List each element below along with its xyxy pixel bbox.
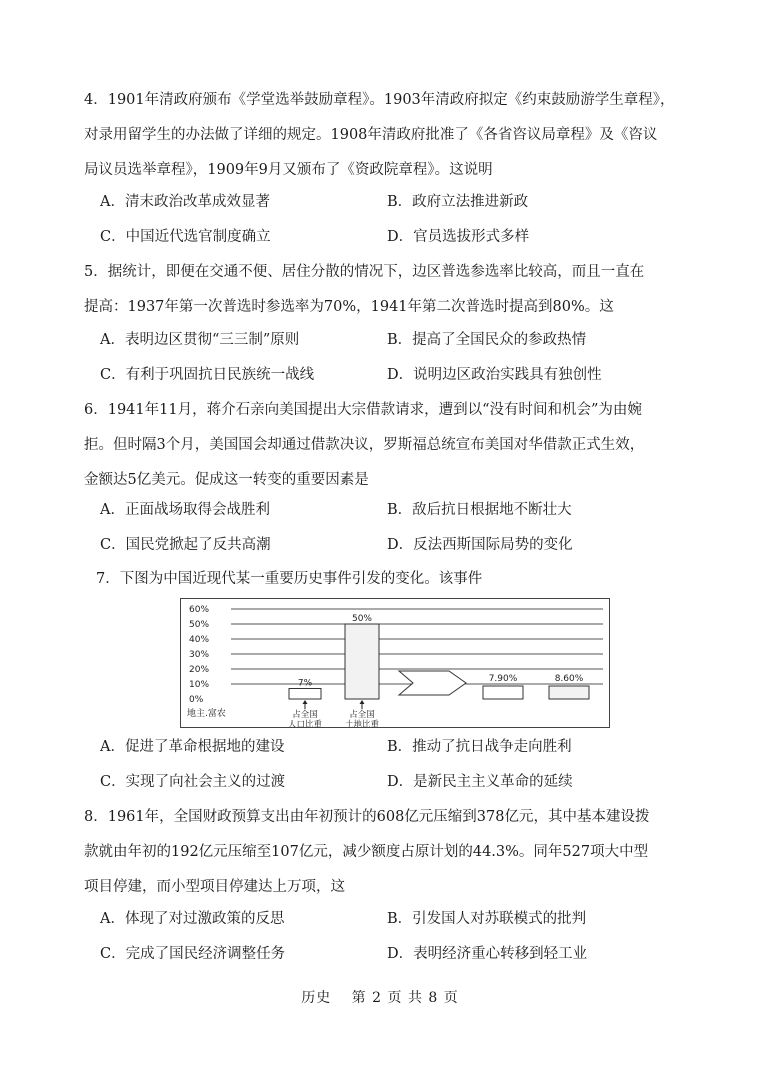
after-box <box>483 686 523 699</box>
option-d[interactable]: D．表明经济重心转移到轻工业 <box>387 946 588 962</box>
y-tick-label: 20% <box>189 665 210 675</box>
y-tick-label: 60% <box>189 605 210 615</box>
question-text-line: 对录用留学生的办法做了详细的规定。1908年清政府批准了《各省咨议局章程》及《咨议 <box>84 127 658 143</box>
question-text-line: 局议员选举章程》，1909年9月又颁布了《资政院章程》。这说明 <box>84 162 493 178</box>
bar-value-label: 7% <box>297 678 313 689</box>
page-footer: 历史 第 2 页 共 8 页 <box>301 990 459 1006</box>
bar-category-label: 占全国 <box>349 710 375 720</box>
option-a[interactable]: A．促进了革命根据地的建设 <box>100 739 285 755</box>
options-5 <box>100 323 660 393</box>
option-d[interactable]: D．是新民主主义革命的延续 <box>387 774 573 790</box>
question-4 <box>84 83 684 188</box>
question-text-line: 4．1901年清政府颁布《学堂选举鼓励章程》。1903年清政府拟定《约束鼓励游学生章程》， <box>84 92 675 108</box>
option-d[interactable]: D．说明边区政治实践具有独创性 <box>387 367 602 383</box>
question-6 <box>84 393 684 498</box>
pointer-arrowhead <box>360 700 365 704</box>
question-5 <box>84 255 684 325</box>
y-tick-label: 0% <box>189 695 204 705</box>
option-d[interactable]: D．官员选拔形式多样 <box>387 229 530 245</box>
bar-category-label: 人口比重 <box>287 720 323 727</box>
bar-category-label: 土地比重 <box>344 720 380 727</box>
question-text-line: 8．1961年，全国财政预算支出由年初预计的608亿元压缩到378亿元，其中基本建设拨 <box>84 809 650 825</box>
option-b[interactable]: B．引发国人对苏联模式的批判 <box>387 911 587 927</box>
y-tick-label: 40% <box>189 635 210 645</box>
category-label: 地主.富农 <box>187 709 226 719</box>
after-boxes <box>483 674 589 699</box>
question-text-line: 项目停建，而小型项目停建达上万项，这 <box>84 879 345 895</box>
option-b[interactable]: B．提高了全国民众的参政热情 <box>387 332 587 348</box>
option-b[interactable]: B．推动了抗日战争走向胜利 <box>387 739 572 755</box>
bar-value-label: 50% <box>351 614 373 624</box>
question-text-line: 7．下图为中国近现代某一重要历史事件引发的变化。该事件 <box>96 571 483 587</box>
option-c[interactable]: C．中国近代选官制度确立 <box>100 229 271 245</box>
option-b[interactable]: B．敌后抗日根据地不断壮大 <box>387 502 572 518</box>
pointer-arrowhead <box>303 700 308 704</box>
question-text-line: 金额达5亿美元。促成这一转变的重要因素是 <box>84 472 369 488</box>
option-c[interactable]: C．实现了向社会主义的过渡 <box>100 774 286 790</box>
after-value-label: 8.60% <box>554 674 584 684</box>
y-tick-labels <box>189 605 209 705</box>
options-7 <box>100 730 660 800</box>
land-distribution-chart <box>180 598 610 728</box>
option-a[interactable]: A．表明边区贯彻“三三制”原则 <box>100 332 300 348</box>
question-text-line: 6．1941年11月，蒋介石亲向美国提出大宗借款请求，遭到以“没有时间和机会”为由婉 <box>84 402 642 418</box>
bar <box>345 624 379 699</box>
option-c[interactable]: C．完成了国民经济调整任务 <box>100 946 286 962</box>
after-box <box>549 686 589 699</box>
after-value-label: 7.90% <box>488 674 518 684</box>
question-text-line: 5．据统计，即便在交通不便、居住分散的情况下，边区普选参选率比较高，而且一直在 <box>84 264 645 280</box>
question-text-line: 提高：1937年第一次普选时参选率为70%，1941年第二次普选时提高到80%。这 <box>84 299 614 315</box>
option-c[interactable]: C．有利于巩固抗日民族统一战线 <box>100 367 315 383</box>
y-tick-label: 30% <box>189 650 210 660</box>
options-6 <box>100 493 660 563</box>
question-8 <box>84 800 684 905</box>
chart-svg <box>181 599 609 727</box>
bar <box>289 689 321 700</box>
transition-arrow <box>399 671 466 695</box>
y-tick-label: 50% <box>189 620 210 630</box>
option-a[interactable]: A．体现了对过激政策的反思 <box>100 911 285 927</box>
question-text-line: 款就由年初的192亿元压缩至107亿元，减少额度占原计划的44.3%。同年527项大中型 <box>84 844 649 860</box>
y-tick-label: 10% <box>189 680 210 690</box>
option-d[interactable]: D．反法西斯国际局势的变化 <box>387 537 573 553</box>
question-7 <box>96 562 696 597</box>
option-a[interactable]: A．正面战场取得会战胜利 <box>100 502 270 518</box>
option-c[interactable]: C．国民党掀起了反共高潮 <box>100 537 271 553</box>
bar-category-label: 占全国 <box>292 710 318 720</box>
options-8 <box>100 902 660 972</box>
option-a[interactable]: A．清末政治改革成效显著 <box>100 194 270 210</box>
options-4 <box>100 185 660 255</box>
question-text-line: 拒。但时隔3个月，美国国会却通过借款决议，罗斯福总统宣布美国对华借款正式生效， <box>84 437 645 453</box>
option-b[interactable]: B．政府立法推进新政 <box>387 194 529 210</box>
